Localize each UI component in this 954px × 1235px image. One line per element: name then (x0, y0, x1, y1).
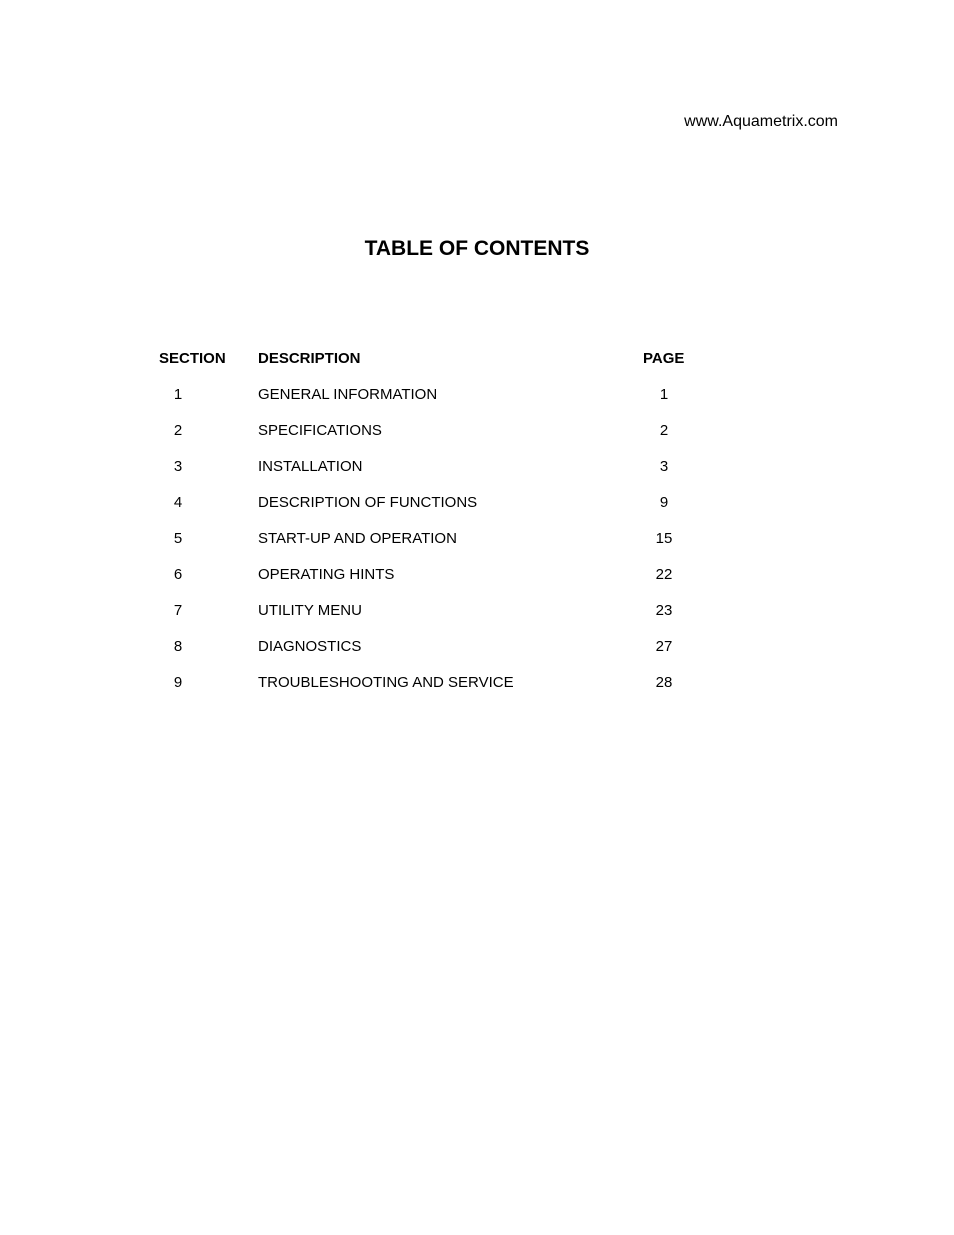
toc-entry (0, 385, 954, 421)
toc-header-row (0, 349, 954, 385)
table-of-contents (0, 349, 954, 709)
section-number: 6 (173, 566, 183, 583)
section-description: START-UP AND OPERATION (258, 530, 457, 547)
toc-entry (0, 493, 954, 529)
section-number: 9 (173, 674, 183, 691)
section-number: 7 (173, 602, 183, 619)
toc-entry (0, 637, 954, 673)
section-description: SPECIFICATIONS (258, 422, 382, 439)
page-number: 22 (655, 566, 673, 583)
section-number: 5 (173, 530, 183, 547)
page-number: 3 (659, 458, 669, 475)
toc-entry (0, 529, 954, 565)
page-number: 28 (655, 674, 673, 691)
section-description: TROUBLESHOOTING AND SERVICE (258, 674, 514, 691)
page-column-header: PAGE (643, 350, 685, 367)
section-description: OPERATING HINTS (258, 566, 395, 583)
section-description: UTILITY MENU (258, 602, 362, 619)
section-description: DESCRIPTION OF FUNCTIONS (258, 494, 478, 511)
page-number: 9 (659, 494, 669, 511)
toc-entry (0, 457, 954, 493)
section-number: 2 (173, 422, 183, 439)
section-number: 1 (173, 386, 183, 403)
section-description: GENERAL INFORMATION (258, 386, 438, 403)
section-number: 3 (173, 458, 183, 475)
page-number: 15 (655, 530, 673, 547)
toc-entry (0, 421, 954, 457)
toc-entry (0, 565, 954, 601)
page-number: 1 (659, 386, 669, 403)
toc-entry (0, 673, 954, 709)
section-number: 8 (173, 638, 183, 655)
page-number: 27 (655, 638, 673, 655)
section-description: DIAGNOSTICS (258, 638, 362, 655)
page-title: TABLE OF CONTENTS (364, 237, 590, 260)
section-column-header: SECTION (159, 350, 226, 367)
toc-entry (0, 601, 954, 637)
section-number: 4 (173, 494, 183, 511)
section-description: INSTALLATION (258, 458, 363, 475)
website-url: www.Aquametrix.com (684, 113, 838, 130)
page-number: 2 (659, 422, 669, 439)
description-column-header: DESCRIPTION (258, 350, 361, 367)
page-number: 23 (655, 602, 673, 619)
